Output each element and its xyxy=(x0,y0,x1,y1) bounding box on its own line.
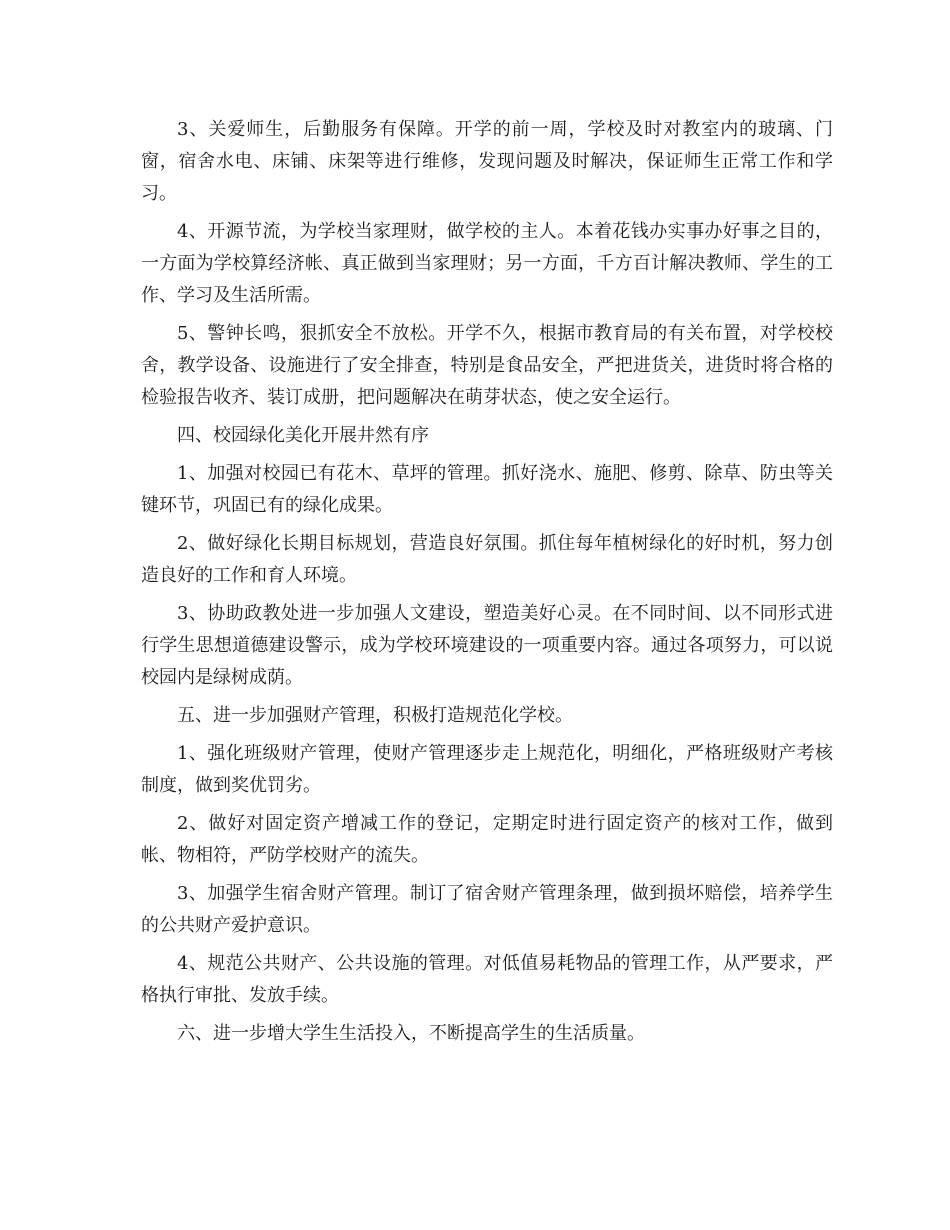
paragraph xyxy=(141,318,833,414)
text-line: 5、警钟长鸣，狠抓安全不放松。开学不久，根据市教育局的有关布置，对学 xyxy=(177,323,797,344)
text-line: 等关键环节，巩固已有的绿化成果。 xyxy=(141,463,834,516)
text-line: 五、进一步加强财产管理，积极打造规范化学校。 xyxy=(177,705,573,726)
text-line: 四、校园绿化美化开展井然有序 xyxy=(177,425,429,446)
text-line: 考核制度，做到奖优罚劣。 xyxy=(141,743,834,796)
text-line: 式进行学生思想道德建设警示，成为学校环境建设的一项重要内容。通过各项努力， xyxy=(141,603,834,656)
text-line: 学生的公共财产爱护意识。 xyxy=(141,883,834,936)
text-line: 2、做好对固定资产增减工作的登记，定期定时进行固定资产的核对工作，做 xyxy=(177,813,815,834)
paragraph xyxy=(141,114,833,210)
text-line: 4、规范公共财产、公共设施的管理。对低值易耗物品的管理工作，从严要求， xyxy=(177,953,815,974)
paragraph xyxy=(141,948,833,1012)
paragraph xyxy=(141,878,833,942)
text-line: 可以说校园内是绿树成荫。 xyxy=(141,635,834,688)
section-heading xyxy=(141,1018,833,1050)
text-line: 1、加强对校园已有花木、草坪的管理。抓好浇水、施肥、修剪、除草、防虫 xyxy=(177,463,797,484)
text-line: 4、开源节流，为学校当家理财，做学校的主人。本着花钱办实事办好事之目 xyxy=(177,221,797,242)
section-heading xyxy=(141,700,833,732)
text-line: 3、加强学生宿舍财产管理。制订了宿舍财产管理条理，做到损坏赔偿，培养 xyxy=(177,883,797,904)
paragraph xyxy=(141,216,833,312)
text-line: 和学习。 xyxy=(141,151,834,204)
text-line: 门窗，宿舍水电、床铺、床架等进行维修，发现问题及时解决，保证师生正常工作 xyxy=(141,119,833,172)
text-line: 校校舍，教学设备、设施进行了安全排查，特别是食品安全，严把进货关，进货时 xyxy=(141,323,834,376)
text-line: 3、关爱师生，后勤服务有保障。开学的前一周，学校及时对教室内的玻璃、 xyxy=(177,119,815,140)
paragraph xyxy=(141,528,833,592)
paragraph xyxy=(141,808,833,872)
text-line: 将合格的检验报告收齐、装订成册，把问题解决在萌芽状态，使之安全运行。 xyxy=(141,355,834,408)
text-line: 力创造良好的工作和育人环境。 xyxy=(141,533,834,586)
text-line: 学生的工作、学习及生活所需。 xyxy=(141,253,834,306)
text-line: 到帐、物相符，严防学校财产的流失。 xyxy=(141,813,833,866)
text-line: 的，一方面为学校算经济帐、真正做到当家理财；另一方面，千方百计解决教师、 xyxy=(141,221,834,274)
section-heading xyxy=(141,420,833,452)
text-line: 1、强化班级财产管理，使财产管理逐步走上规范化，明细化，严格班级财产 xyxy=(177,743,797,764)
paragraph xyxy=(141,738,833,802)
text-line: 2、做好绿化长期目标规划，营造良好氛围。抓住每年植树绿化的好时机，努 xyxy=(177,533,797,554)
text-line: 3、协助政教处进一步加强人文建设，塑造美好心灵。在不同时间、以不同形 xyxy=(177,603,797,624)
document-body xyxy=(141,114,833,1056)
paragraph xyxy=(141,598,833,694)
text-line: 严格执行审批、发放手续。 xyxy=(141,953,833,1006)
text-line: 六、进一步增大学生生活投入，不断提高学生的生活质量。 xyxy=(177,1023,645,1044)
paragraph xyxy=(141,458,833,522)
